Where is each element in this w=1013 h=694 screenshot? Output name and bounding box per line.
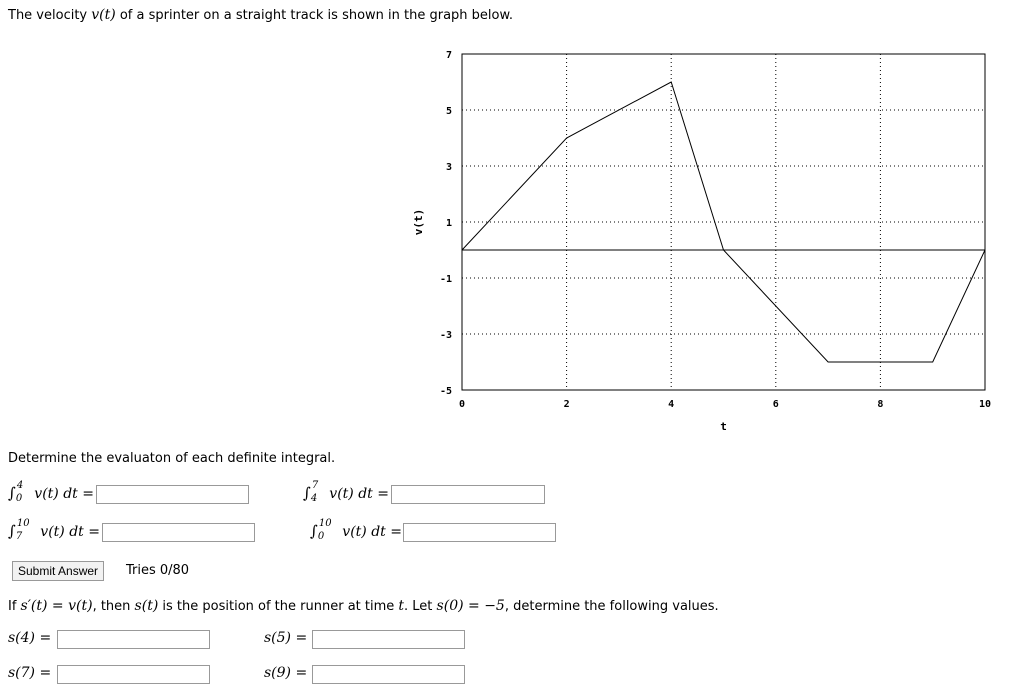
- part2-mid3: . Let: [404, 599, 437, 614]
- intro-text: [8, 7, 513, 23]
- s7-label: s(7) =: [8, 665, 52, 681]
- part2-post: , determine the following values.: [504, 599, 719, 614]
- y-axis-label: v(t): [412, 208, 425, 236]
- integral-3-upper: 10: [16, 518, 30, 529]
- x-tick-label: 2: [563, 399, 570, 410]
- integral-4-label: ∫ 10 0 v(t) dt =: [310, 518, 402, 542]
- integral-3-input[interactable]: [102, 523, 255, 542]
- submit-answer-button[interactable]: Submit Answer: [12, 561, 104, 581]
- x-tick-label: 4: [668, 399, 675, 410]
- integral-1-integrand: v(t) dt =: [34, 486, 94, 502]
- part2-mid1: , then: [92, 599, 135, 614]
- part1-heading: Determine the evaluaton of each definite integral.: [8, 451, 336, 466]
- integral-3-label: ∫ 10 7 v(t) dt =: [8, 518, 100, 542]
- integral-2-upper: 7: [311, 480, 319, 491]
- x-tick-label: 6: [772, 399, 779, 410]
- s9-label: s(9) =: [264, 665, 308, 681]
- intro-prefix: The velocity: [8, 8, 92, 23]
- integral-3-integrand: v(t) dt =: [40, 524, 100, 540]
- integral-1-label: ∫ 4 0 v(t) dt =: [8, 480, 94, 504]
- x-tick-label: 8: [877, 399, 884, 410]
- y-tick-label: 1: [445, 218, 452, 229]
- y-tick-label: 7: [445, 50, 452, 61]
- part2-text: [8, 598, 719, 614]
- s5-label: s(5) =: [264, 630, 308, 646]
- velocity-chart: [400, 40, 1000, 440]
- integral-2-label: ∫ 7 4 v(t) dt =: [303, 480, 389, 504]
- s4-input[interactable]: [57, 630, 210, 649]
- s5-input[interactable]: [312, 630, 465, 649]
- integral-1-upper: 4: [16, 480, 24, 491]
- part2-mid2: is the position of the runner at time: [158, 599, 399, 614]
- x-axis-label: t: [720, 420, 727, 433]
- y-tick-label: -5: [439, 386, 452, 397]
- s9-input[interactable]: [312, 665, 465, 684]
- tries-counter: Tries 0/80: [126, 563, 190, 578]
- part2-m1: s′(t) = v(t): [20, 598, 93, 614]
- x-tick-label: 10: [978, 399, 992, 410]
- part2-m3: t: [398, 598, 405, 614]
- part2-m4: s(0) = −5: [436, 598, 505, 614]
- integral-2-integrand: v(t) dt =: [329, 486, 389, 502]
- y-tick-label: -1: [439, 274, 452, 285]
- s7-input[interactable]: [57, 665, 210, 684]
- integral-2-input[interactable]: [391, 485, 545, 504]
- integral-4-lower: 0: [317, 531, 325, 542]
- part2-pre: If: [8, 599, 21, 614]
- integral-3-lower: 7: [15, 531, 23, 542]
- integral-4-input[interactable]: [403, 523, 556, 542]
- x-tick-label: 0: [458, 399, 466, 410]
- intro-func: v(t): [91, 7, 116, 23]
- intro-suffix: of a sprinter on a straight track is shown in the graph below.: [115, 8, 514, 23]
- integral-2-lower: 4: [310, 493, 318, 504]
- integral-4-integrand: v(t) dt =: [342, 524, 402, 540]
- integral-1-lower: 0: [15, 493, 23, 504]
- integral-4-upper: 10: [318, 518, 332, 529]
- part2-m2: s(t): [134, 598, 159, 614]
- s4-label: s(4) =: [8, 630, 52, 646]
- integral-1-input[interactable]: [96, 485, 249, 504]
- y-tick-label: -3: [439, 330, 452, 341]
- y-tick-label: 3: [445, 162, 452, 173]
- y-tick-label: 5: [445, 106, 452, 117]
